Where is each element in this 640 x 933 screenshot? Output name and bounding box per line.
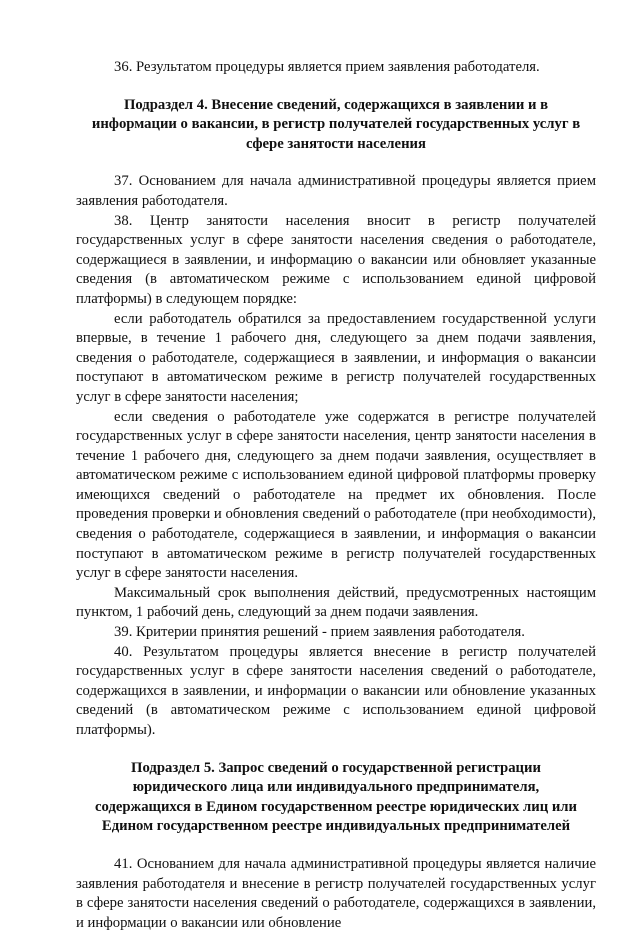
paragraph-38-deadline: Максимальный срок выполнения действий, предусмотренных настоящим пунктом, 1 рабочий день, следующий за днем подачи заявления.	[76, 584, 596, 621]
document-page	[76, 58, 596, 933]
paragraph-40: 40. Результатом процедуры является внесение в регистр получателей государственных услуг в сфере занятости населения сведений о работодателе, содержащихся в заявлении, и информации о вакансии или обновление указанных сведений (в автоматическом режиме с использованием единой цифровой платформы).	[76, 643, 596, 738]
heading-subsection-4: Подраздел 4. Внесение сведений, содержащихся в заявлении и в информации о вакансии, в регистр получателей государственных услуг в сфере занятости населения	[91, 96, 581, 152]
paragraph-36: 36. Результатом процедуры является прием заявления работодателя.	[114, 59, 540, 75]
paragraph-41: 41. Основанием для начала административной процедуры является наличие заявления работодателя и внесение в регистр получателей государственных услуг в сфере занятости населения сведений о работодателе, содержащихся в заявлении, и информации о вакансии или обновление	[76, 855, 596, 931]
paragraph-38-first-case: если работодатель обратился за предоставлением государственной услуги впервые, в течение 1 рабочего дня, следующего за днем подачи заявления, сведения о работодателе, содержащиеся в заявлении, и информация о вакансии поступают в автоматическом режиме в регистр получателей государственных услуг в сфере занятости населения;	[76, 310, 596, 405]
paragraph-39: 39. Критерии принятия решений - прием заявления работодателя.	[114, 624, 525, 641]
heading-subsection-5: Подраздел 5. Запрос сведений о государственной регистрации юридического лица или индивидуального предпринимателя, содержащихся в Едином государственном реестре юридических лиц или Едином государственном реестре индивидуальных предпринимателей	[95, 759, 577, 835]
paragraph-37: 37. Основанием для начала административной процедуры является прием заявления работодателя.	[76, 173, 596, 209]
paragraph-38-second-case: если сведения о работодателе уже содержатся в регистре получателей государственных услуг в сфере занятости населения, центр занятости населения в течение 1 рабочего дня, следующего за днем подачи заявления, осуществляет в автоматическом режиме с использованием единой цифровой платформы проверку имеющихся сведений о работодателе на предмет их обновления. После проведения проверки и обновления сведений о работодателе (при необходимости), сведения о работодателе, содержащиеся в заявлении, и информация о вакансии поступают в автоматическом режиме в регистр получателей государственных услуг в сфере занятости населения.	[76, 408, 596, 582]
paragraph-38: 38. Центр занятости населения вносит в регистр получателей государственных услуг в сфере занятости населения сведения о работодателе, содержащиеся в заявлении, и информацию о вакансии или обновляет указанные сведения (в автоматическом режиме с использованием единой цифровой платформы) в следующем порядке:	[76, 212, 596, 307]
